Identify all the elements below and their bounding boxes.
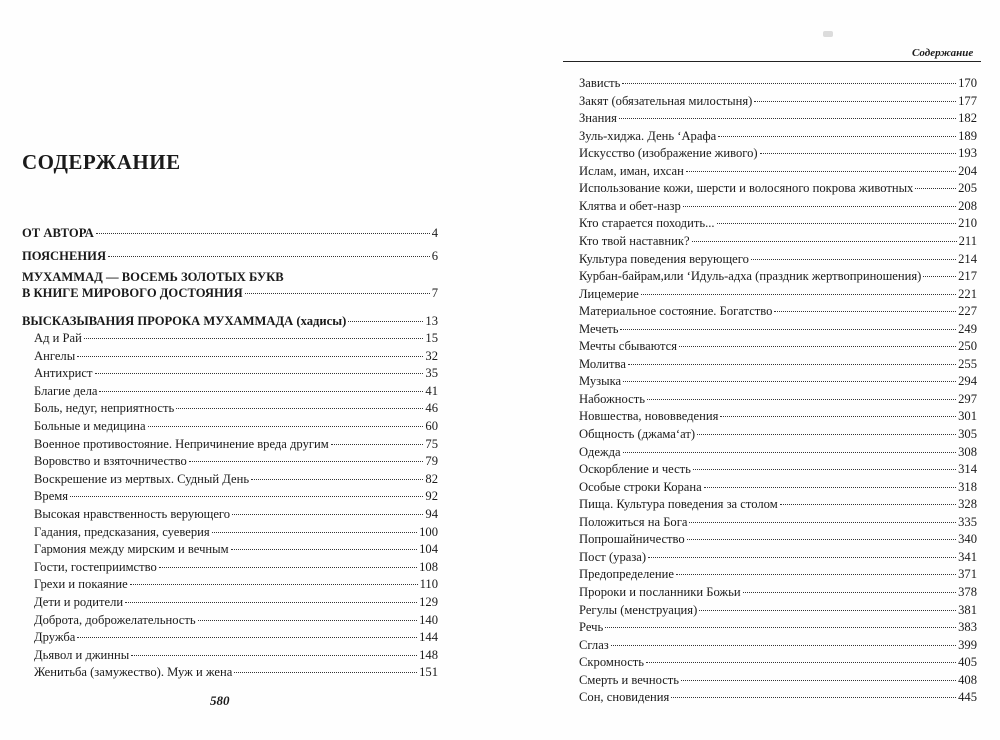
dot-leader: [176, 408, 423, 409]
toc-entry-title: Общность (джама‘ат): [579, 427, 696, 441]
toc-entry[interactable]: [34, 506, 438, 522]
dot-leader: [774, 311, 956, 312]
dot-leader: [754, 101, 956, 102]
toc-entry-title: Использование кожи, шерсти и волосяного покрова животных: [579, 181, 914, 196]
dot-leader: [70, 496, 423, 497]
dot-leader: [605, 627, 956, 628]
toc-entry-page: 383: [958, 620, 977, 635]
dot-leader: [697, 434, 956, 435]
toc-entry-page: 305: [958, 427, 977, 441]
toc-entry[interactable]: [579, 619, 977, 635]
toc-entry[interactable]: [34, 436, 438, 452]
toc-entry[interactable]: [579, 408, 977, 424]
toc-entry-title: Набожность: [579, 391, 645, 406]
dot-leader: [686, 171, 956, 172]
toc-entry-title: Попрошайничество: [579, 532, 685, 547]
toc-entry[interactable]: [579, 215, 977, 231]
toc-entry-title: Воскрешение из мертвых. Судный День: [34, 471, 250, 486]
toc-entry[interactable]: [579, 128, 977, 144]
dot-leader: [348, 321, 423, 322]
toc-entry[interactable]: [579, 233, 977, 249]
toc-entry-page: 151: [419, 665, 438, 680]
dot-leader: [251, 479, 423, 480]
toc-entry-page: 340: [958, 532, 977, 547]
toc-entry-page: 255: [958, 356, 977, 371]
toc-entry-page: 60: [425, 419, 438, 433]
toc-entry-title: Зуль-хиджа. День ‘Арафа: [579, 128, 717, 143]
toc-entry[interactable]: [34, 453, 438, 469]
toc-entry-page: 189: [958, 128, 977, 143]
toc-entry-page: 82: [425, 471, 438, 486]
toc-entry[interactable]: [579, 672, 977, 688]
toc-entry-title: Гадания, предсказания, суеверия: [34, 524, 210, 539]
toc-entry-title: Клятва и обет-назр: [579, 198, 681, 213]
dot-leader: [628, 364, 956, 365]
toc-entry-title: Благие дела: [34, 383, 98, 398]
toc-entry-page: 182: [958, 111, 977, 126]
dot-leader: [671, 697, 956, 698]
toc-entry-page: 445: [958, 690, 977, 705]
toc-entry-title: Молитва: [579, 356, 626, 371]
dot-leader: [751, 259, 956, 260]
dot-leader: [718, 136, 956, 137]
toc-entry-title: Антихрист: [34, 366, 93, 381]
toc-entry-page: 250: [958, 339, 977, 354]
dot-leader: [148, 426, 424, 427]
toc-entry[interactable]: [34, 576, 438, 592]
toc-entry[interactable]: [579, 549, 977, 565]
toc-entry[interactable]: [579, 356, 977, 372]
toc-entry-page: 140: [419, 612, 438, 627]
toc-entry[interactable]: [34, 418, 438, 434]
toc-entry[interactable]: [34, 524, 438, 540]
toc-entry-title: Кто старается походить...: [579, 216, 715, 231]
toc-entry[interactable]: [34, 559, 438, 575]
toc-entry-title: Ангелы: [34, 348, 76, 363]
toc-entry[interactable]: [34, 330, 438, 346]
toc-entry-title: Зависть: [579, 76, 621, 90]
toc-entry[interactable]: [579, 75, 977, 91]
dot-leader: [679, 346, 956, 347]
toc-entry-page: 227: [958, 304, 977, 319]
dot-leader: [95, 373, 424, 374]
toc-entry-page: 399: [958, 637, 977, 652]
toc-entry-title: Кто твой наставник?: [579, 233, 690, 248]
toc-entry-muhammad[interactable]: [22, 285, 438, 301]
toc-entry-page: 210: [958, 216, 977, 231]
toc-entry-page: 35: [425, 366, 438, 381]
dot-leader: [646, 662, 956, 663]
toc-entry[interactable]: [579, 163, 977, 179]
dot-leader: [717, 223, 957, 224]
toc-entry-title: Сон, сновидения: [579, 690, 670, 705]
toc-entry-title: Материальное состояние. Богатство: [579, 304, 773, 319]
toc-entry-page: 177: [958, 93, 977, 108]
toc-entry[interactable]: [579, 444, 977, 460]
toc-entry-page: 79: [425, 454, 438, 469]
toc-entry[interactable]: [579, 338, 977, 354]
toc-entry[interactable]: [34, 488, 438, 504]
scan-mark: [823, 31, 833, 37]
toc-entry[interactable]: [34, 383, 438, 399]
dot-leader: [623, 452, 956, 453]
dot-leader: [99, 391, 423, 392]
toc-entry[interactable]: [579, 654, 977, 670]
dot-leader: [77, 637, 417, 638]
toc-entry[interactable]: [579, 496, 977, 512]
toc-entry-page: 301: [958, 409, 977, 424]
toc-entry-page: 46: [425, 401, 438, 416]
toc-entry[interactable]: [579, 461, 977, 477]
toc-entry-title: Военное противостояние. Непричинение вреда другим: [34, 436, 329, 451]
dot-leader: [125, 602, 417, 603]
toc-entry-page: 318: [958, 479, 977, 494]
toc-entry[interactable]: [579, 514, 977, 530]
toc-entry-page: 32: [425, 348, 438, 363]
toc-entry-title: Дружба: [34, 630, 76, 645]
dot-leader: [743, 592, 956, 593]
dot-leader: [619, 118, 956, 119]
toc-entry-title: Лицемерие: [579, 286, 639, 301]
toc-entry-title: Больные и медицина: [34, 419, 146, 433]
toc-entry[interactable]: [579, 268, 977, 284]
toc-entry-page: 381: [958, 602, 977, 617]
toc-entry-page: 405: [958, 655, 977, 670]
toc-entry[interactable]: [34, 541, 438, 557]
toc-entry[interactable]: [34, 594, 438, 610]
dot-leader: [641, 294, 956, 295]
toc-entry-title: Время: [34, 489, 69, 504]
toc-entry-title: Гости, гостеприимство: [34, 559, 157, 574]
dot-leader: [77, 356, 423, 357]
running-head: Содержание: [912, 47, 974, 59]
toc-entry-page: 335: [958, 514, 977, 529]
toc-entry-title: Женитьба (замужество). Муж и жена: [34, 665, 233, 680]
toc-entry-page: 314: [958, 462, 977, 477]
toc-entry-from-author[interactable]: [22, 225, 438, 241]
toc-entry-page: 4: [431, 226, 438, 240]
toc-entry[interactable]: [579, 689, 977, 705]
dot-leader: [159, 567, 417, 568]
toc-entry[interactable]: [579, 426, 977, 442]
dot-leader: [232, 514, 423, 515]
dot-leader: [647, 399, 956, 400]
toc-entry[interactable]: [34, 629, 438, 645]
toc-entry-page: 378: [958, 584, 977, 599]
toc-entry-title: Предопределение: [579, 567, 674, 582]
toc-entry-page: 217: [958, 269, 977, 284]
dot-leader: [623, 381, 956, 382]
toc-entry-explanations[interactable]: [22, 248, 438, 264]
toc-entry-title: Пища. Культура поведения за столом: [579, 497, 778, 512]
toc-entry-page: 92: [425, 489, 438, 504]
toc-entry-title: Речь: [579, 620, 604, 635]
toc-entry-page: 211: [958, 233, 977, 248]
toc-entry-title: Закят (обязательная милостыня): [579, 93, 753, 108]
toc-entry[interactable]: [579, 637, 977, 653]
dot-leader: [622, 83, 956, 84]
toc-entry-page: 208: [958, 198, 977, 213]
toc-entry-page: 193: [958, 146, 977, 161]
dot-leader: [689, 522, 956, 523]
toc-entry-page: 204: [958, 163, 977, 178]
toc-entry-title: Пост (ураза): [579, 549, 647, 564]
toc-entry-title: Высокая нравственность верующего: [34, 507, 231, 521]
toc-entry-title: ОТ АВТОРА: [22, 226, 94, 240]
toc-entry-page: 308: [958, 444, 977, 459]
dot-leader: [780, 504, 956, 505]
toc-entry[interactable]: [579, 531, 977, 547]
toc-entry-page: 170: [958, 76, 977, 90]
dot-leader: [108, 256, 430, 257]
toc-entry-page: 15: [425, 331, 438, 345]
toc-entry-page: 408: [958, 672, 977, 687]
toc-entry-page: 249: [958, 321, 977, 336]
toc-entry[interactable]: [579, 566, 977, 582]
toc-entry-title: ПОЯСНЕНИЯ: [22, 249, 107, 263]
toc-entry-hadith-section[interactable]: [22, 313, 438, 329]
toc-entry[interactable]: [579, 251, 977, 267]
dot-leader: [704, 487, 956, 488]
toc-entry[interactable]: [579, 391, 977, 407]
toc-entry-title: Культура поведения верующего: [579, 251, 749, 266]
toc-entry-title: Сглаз: [579, 637, 609, 652]
toc-entry[interactable]: [579, 198, 977, 214]
toc-entry[interactable]: [579, 584, 977, 600]
dot-leader: [699, 610, 956, 611]
toc-entry-title: Боль, недуг, неприятность: [34, 401, 175, 416]
dot-leader: [189, 461, 424, 462]
toc-entry-page: 108: [419, 559, 438, 574]
toc-entry-page: 75: [425, 436, 438, 451]
toc-entry[interactable]: [579, 110, 977, 126]
dot-leader: [693, 469, 956, 470]
toc-entry[interactable]: [579, 180, 977, 196]
toc-entry[interactable]: [34, 664, 438, 680]
toc-entry[interactable]: [579, 373, 977, 389]
toc-entry[interactable]: [579, 479, 977, 495]
contents-title: СОДЕРЖАНИЕ: [22, 150, 181, 174]
toc-entry-title: Смерть и вечность: [579, 672, 680, 687]
dot-leader: [331, 444, 424, 445]
dot-leader: [720, 416, 956, 417]
toc-entry-title: Особые строки Корана: [579, 479, 702, 494]
toc-entry-page: 104: [419, 542, 438, 557]
toc-entry-title: Музыка: [579, 374, 622, 389]
toc-entry-page: 294: [958, 374, 977, 389]
toc-entry[interactable]: [579, 93, 977, 109]
toc-entry-title: Оскорбление и честь: [579, 462, 691, 477]
dot-leader: [245, 293, 430, 294]
dot-leader: [130, 584, 418, 585]
dot-leader: [131, 655, 417, 656]
toc-entry-title: Искусство (изображение живого): [579, 146, 758, 161]
toc-entry-title: Пророки и посланники Божьи: [579, 584, 741, 599]
toc-entry-muhammad-line1[interactable]: МУХАММАД — ВОСЕМЬ ЗОЛОТЫХ БУКВ: [22, 270, 284, 284]
toc-entry-page: 110: [419, 577, 438, 592]
toc-entry-title: Грехи и покаяние: [34, 577, 128, 592]
toc-entry-title: Гармония между мирским и вечным: [34, 542, 229, 557]
dot-leader: [231, 549, 418, 550]
toc-entry[interactable]: [34, 365, 438, 381]
toc-entry-page: 371: [958, 567, 977, 582]
dot-leader: [234, 672, 417, 673]
toc-entry-page: 41: [425, 383, 438, 398]
toc-entry-page: 148: [419, 647, 438, 662]
toc-entry-page: 7: [431, 286, 438, 300]
toc-entry-page: 214: [958, 251, 977, 266]
toc-entry[interactable]: [579, 145, 977, 161]
toc-entry-title: Мечеть: [579, 321, 619, 336]
toc-entry-page: 6: [431, 249, 438, 263]
toc-entry-title: Ислам, иман, ихсан: [579, 163, 684, 178]
toc-entry-title: ВЫСКАЗЫВАНИЯ ПРОРОКА МУХАММАДА (хадисы): [22, 314, 347, 328]
toc-entry-page: 13: [425, 314, 438, 328]
dot-leader: [692, 241, 957, 242]
dot-leader: [687, 539, 956, 540]
toc-entry-title: Положиться на Бога: [579, 514, 688, 529]
toc-entry-page: 129: [419, 595, 438, 609]
dot-leader: [84, 338, 424, 339]
toc-entry-page: 205: [958, 181, 977, 196]
toc-entry-title: Одежда: [579, 444, 621, 459]
dot-leader: [915, 188, 956, 189]
toc-entry[interactable]: [579, 602, 977, 618]
toc-entry[interactable]: [579, 303, 977, 319]
page-number: 580: [210, 693, 230, 708]
dot-leader: [620, 329, 956, 330]
toc-entry-title: В КНИГЕ МИРОВОГО ДОСТОЯНИЯ: [22, 286, 243, 300]
header-rule: [563, 61, 981, 62]
toc-entry[interactable]: [34, 612, 438, 628]
toc-entry-title: Доброта, доброжелательность: [34, 612, 196, 627]
dot-leader: [681, 680, 956, 681]
toc-entry[interactable]: [579, 286, 977, 302]
toc-entry[interactable]: [34, 471, 438, 487]
toc-entry-page: 221: [958, 286, 977, 301]
dot-leader: [648, 557, 956, 558]
toc-entry-page: 94: [425, 507, 438, 521]
toc-entry-page: 297: [958, 391, 977, 406]
toc-entry-title: Новшества, нововведения: [579, 409, 719, 424]
toc-entry-title: Ад и Рай: [34, 331, 82, 345]
toc-entry-title: Регулы (менструация): [579, 602, 698, 617]
toc-entry-title: Курбан-байрам,или ‘Идуль-адха (праздник жертвоприношения): [579, 269, 922, 284]
toc-entry[interactable]: [34, 400, 438, 416]
toc-entry-title: Мечты сбываются: [579, 339, 678, 354]
dot-leader: [760, 153, 956, 154]
dot-leader: [683, 206, 956, 207]
toc-entry-title: Знания: [579, 111, 617, 126]
dot-leader: [611, 645, 956, 646]
toc-entry[interactable]: [34, 647, 438, 663]
toc-entry-page: 341: [958, 549, 977, 564]
toc-entry[interactable]: [579, 321, 977, 337]
dot-leader: [923, 276, 956, 277]
toc-entry-page: 144: [419, 630, 438, 645]
dot-leader: [96, 233, 430, 234]
toc-entry-title: Воровство и взяточничество: [34, 454, 187, 469]
dot-leader: [198, 620, 417, 621]
toc-entry-page: 100: [419, 524, 438, 539]
toc-entry[interactable]: [34, 348, 438, 364]
toc-entry-title: Дети и родители: [34, 595, 124, 609]
dot-leader: [212, 532, 417, 533]
toc-entry-page: 328: [958, 497, 977, 512]
toc-entry-title: Скромность: [579, 655, 645, 670]
toc-entry-title: Дьявол и джинны: [34, 647, 130, 662]
dot-leader: [676, 574, 956, 575]
